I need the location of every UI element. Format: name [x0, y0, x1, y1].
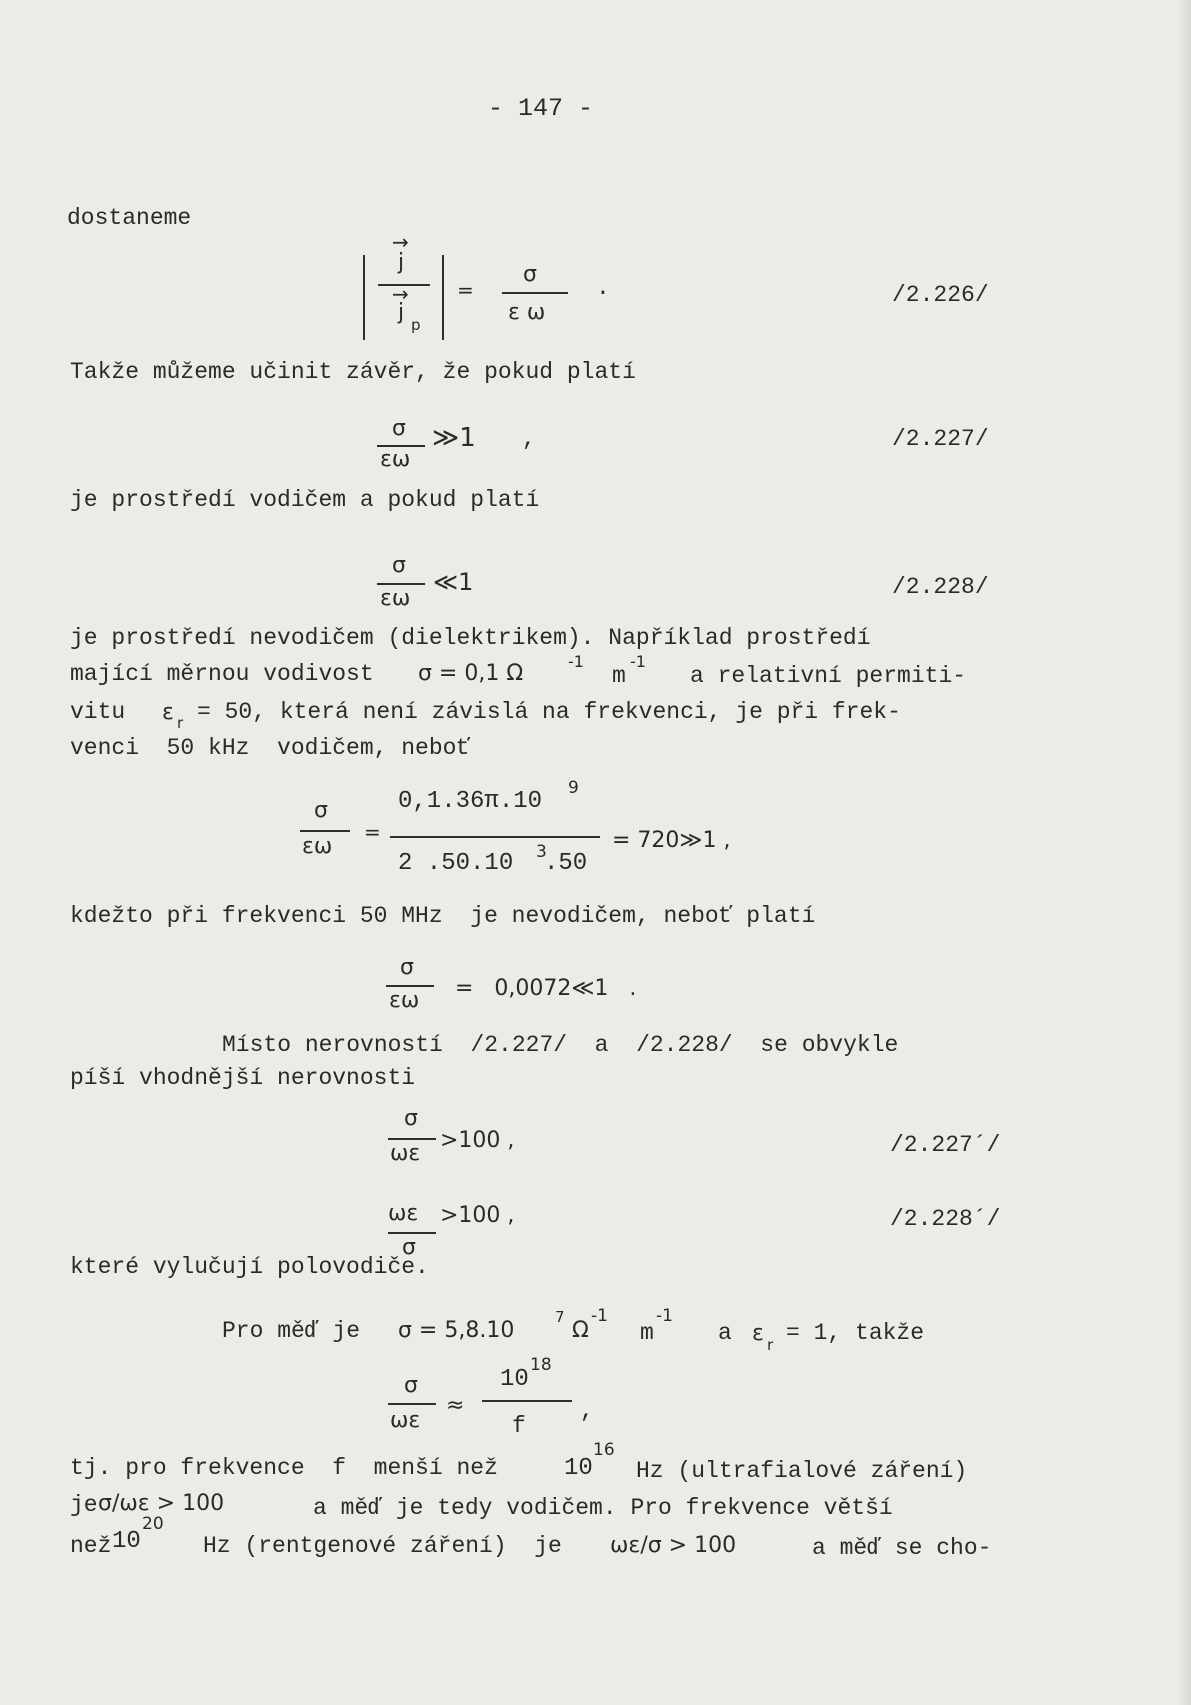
copper-m-exp: -1 — [656, 1306, 673, 1326]
eq227p-den: ωε — [390, 1141, 421, 1166]
copper-m: m — [640, 1320, 654, 1346]
eq226-label: /2.226/ — [892, 282, 989, 308]
eq228-label: /2.228/ — [892, 574, 989, 600]
eq228p-num: ωε — [388, 1201, 419, 1226]
approx-num: σ — [404, 1373, 418, 1398]
calc-denominator-b: .50 — [544, 850, 588, 877]
text-line-med-vodicem: a měď je tedy vodičem. Pro frekvence větší — [313, 1495, 893, 1521]
text-line-pisi: píší vhodnější nerovnosti — [70, 1065, 416, 1091]
text-line-tj: tj. pro frekvence f menší než — [70, 1455, 498, 1481]
text-line-je: je — [70, 1492, 98, 1518]
inline-sigma-value: σ = 0,1 Ω — [418, 661, 524, 686]
inline-m-exp: -1 — [630, 652, 646, 671]
calc-num-exp: 9 — [568, 778, 579, 798]
text-line-kdezto: kdežto při frekvenci 50 MHz je nevodičem, neboť platí — [70, 903, 816, 929]
page-edge-shadow — [1177, 0, 1191, 1705]
eq227-end: , — [522, 426, 536, 452]
xray-base: 10 — [112, 1528, 141, 1555]
approx-den: ωε — [390, 1408, 421, 1433]
text-line-takze: = 1, takže — [786, 1320, 925, 1346]
mhz-den: εω — [389, 988, 420, 1013]
eq228-rel: ≪1 — [433, 568, 474, 596]
mhz-rhs: = 0,0072≪1 . — [455, 976, 637, 1001]
calc-main-bar — [390, 836, 600, 838]
calc-result: = 720≫1 , — [612, 828, 731, 853]
eq228p-rel: >100 , — [440, 1203, 515, 1228]
abs-bar-right — [442, 255, 444, 340]
eq227-label: /2.227/ — [892, 426, 989, 452]
approx-rhs-exp: 18 — [530, 1355, 552, 1375]
calc-numerator: 0,1.36π.10 — [398, 788, 543, 815]
text-line-dostaneme: dostaneme — [67, 205, 192, 231]
ratio-omega-eps-sigma: ωε/σ > 100 — [610, 1533, 737, 1558]
approx-bar — [388, 1403, 436, 1405]
approx-rhs-bar — [482, 1400, 572, 1402]
copper-sigma-exp: 7 — [555, 1308, 565, 1326]
eps-r: ε — [162, 700, 174, 725]
xray-exp: 20 — [142, 1514, 164, 1534]
inline-omega-exp: -1 — [568, 652, 584, 671]
text-line-nez: než — [70, 1533, 112, 1559]
text-line-venci: venci 50 kHz vodičem, neboť — [70, 735, 471, 761]
eq228-den: εω — [380, 586, 411, 611]
approx-rel: ≈ — [446, 1393, 465, 1418]
eq227p-bar — [388, 1138, 436, 1140]
eq226-rhs-bar — [502, 292, 568, 294]
eq228p-bar — [388, 1232, 436, 1234]
text-line-pro-med: Pro měď je — [222, 1318, 361, 1344]
abs-bar-left — [363, 255, 365, 340]
text-line-ktere: které vylučují polovodiče. — [70, 1254, 429, 1280]
uv-base: 10 — [564, 1455, 593, 1482]
mhz-num: σ — [400, 955, 414, 980]
calc-lhs-den: εω — [302, 834, 333, 859]
calc-lhs-num: σ — [314, 798, 328, 823]
text-line-takze: Takže můžeme učinit závěr, že pokud platí — [70, 359, 636, 385]
calc-equals: = — [364, 820, 381, 844]
text-line-nevodicem: je prostředí nevodičem (dielektrikem). Například prostředí — [70, 625, 871, 651]
mhz-bar — [386, 985, 434, 987]
ratio-sigma-omega-eps: σ/ωε > 100 — [98, 1491, 225, 1516]
calc-den-exp: 3 — [536, 842, 547, 862]
text-line-ultrafialove: Hz (ultrafialové záření) — [636, 1458, 968, 1484]
text-a: a — [718, 1320, 732, 1346]
eps-r-sub: r — [177, 714, 184, 732]
eq226-end: . — [596, 275, 610, 301]
vector-arrow: → — [392, 282, 409, 306]
eq226-rhs-den: ε ω — [508, 300, 546, 325]
eq228p-label: /2.228´/ — [890, 1206, 1001, 1232]
eq227p-num: σ — [404, 1106, 418, 1131]
eq227-den: εω — [380, 447, 411, 472]
text-line-relativni: a relativní permiti- — [690, 663, 967, 689]
eq227p-label: /2.227´/ — [890, 1132, 1001, 1158]
eq228p-den: σ — [402, 1235, 416, 1260]
copper-omega: Ω — [572, 1318, 589, 1343]
approx-rhs-num: 10 — [500, 1366, 529, 1393]
eq227-rel: ≫1 — [432, 423, 476, 453]
inline-m: m — [612, 663, 626, 689]
text-line-vitu: vitu — [70, 699, 126, 725]
copper-omega-exp: -1 — [591, 1306, 608, 1326]
eq228-bar — [377, 583, 425, 585]
page-number: - 147 - — [488, 94, 594, 123]
text-line-majici: mající měrnou vodivost — [70, 661, 374, 687]
eq228-num: σ — [392, 553, 406, 578]
copper-sigma: σ = 5,8.10 — [398, 1318, 515, 1343]
eq227p-rel: >100 , — [440, 1128, 515, 1153]
eq226-rhs-num: σ — [523, 262, 537, 287]
text-line-ktera: = 50, která není závislá na frekvenci, je při frek- — [197, 699, 901, 725]
approx-end: , — [580, 1398, 594, 1424]
vector-arrow: → — [392, 230, 409, 254]
eq227-num: σ — [392, 416, 406, 441]
eq226-num-j: j — [398, 250, 405, 275]
text-line-rentgenove: Hz (rentgenové záření) je — [203, 1533, 562, 1559]
calc-denominator-a: 2 .50.10 — [398, 850, 514, 877]
eq226-den-j: j — [398, 300, 405, 325]
text-line-vodicem: je prostředí vodičem a pokud platí — [70, 487, 540, 513]
approx-rhs-den: f — [512, 1413, 526, 1439]
eq226-den-sub: p — [411, 316, 421, 334]
text-line-misto: Místo nerovností /2.227/ a /2.228/ se obvykle — [222, 1032, 899, 1058]
text-line-cho: a měď se cho- — [812, 1535, 992, 1561]
calc-lhs-bar — [300, 830, 350, 832]
uv-exp: 16 — [593, 1440, 615, 1460]
copper-eps-sub: r — [767, 1336, 774, 1354]
eq226-equals: = — [457, 278, 474, 302]
copper-eps: ε — [752, 1321, 764, 1346]
